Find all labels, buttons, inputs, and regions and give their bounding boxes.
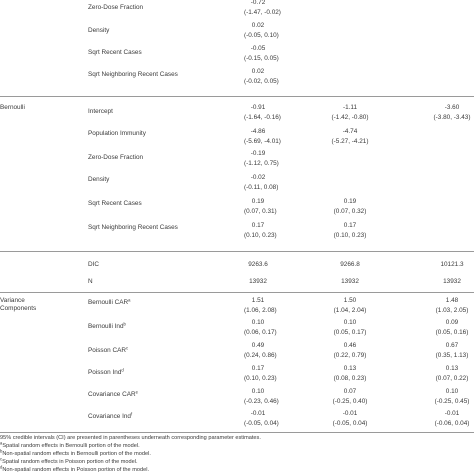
credible-interval: (-5.27, -4.21) (331, 138, 369, 145)
dic-value: 9266.8 (340, 261, 360, 268)
dic-value: 10121.3 (440, 261, 464, 268)
estimate: 0.49 (251, 342, 265, 349)
credible-interval: (-1.12, 0.75) (244, 160, 279, 167)
row-label: Covariance CAR$^e$ (88, 389, 138, 398)
estimate: 0.02 (251, 22, 265, 29)
divider (0, 251, 474, 252)
n-label: N (88, 278, 93, 285)
row-label: Poisson CAR$^c$ (88, 345, 129, 354)
credible-interval: (-0.23, 0.46) (244, 398, 279, 405)
dic-value: 9263.6 (248, 261, 268, 268)
footnote: $^c$Spatial random effects in Poisson portion of the model. (0, 456, 138, 465)
footnote: 95% credible intervals (CI) are presented in parentheses underneath corresponding parameter estimates. (0, 435, 261, 441)
row-label: Poisson Ind$^d$ (88, 367, 124, 376)
n-value: 13932 (341, 278, 359, 285)
estimate: 0.10 (251, 319, 265, 326)
row-label: Sqrt Neighboring Recent Cases (88, 71, 178, 78)
n-value: 13932 (249, 278, 267, 285)
credible-interval: (0.05, 0.17) (333, 329, 367, 336)
footnote: $^a$Spatial random effects in Bernoulli portion of the model. (0, 440, 140, 449)
credible-interval: (1.04, 2.04) (333, 307, 367, 314)
credible-interval: (0.07, 0.32) (333, 208, 367, 215)
estimate: -0.05 (250, 45, 266, 52)
credible-interval: (-1.47, -0.02) (244, 9, 281, 16)
divider (0, 96, 474, 97)
estimate: 0.17 (251, 365, 265, 372)
row-label: Density (88, 27, 110, 34)
estimate: 1.51 (251, 297, 265, 304)
estimate: 0.13 (343, 365, 357, 372)
dic-label: DIC (88, 261, 100, 268)
section-label-components: Components (0, 305, 37, 312)
row-label: Covariance Ind$^f$ (88, 411, 133, 420)
estimate: 0.19 (343, 198, 357, 205)
estimate: -0.91 (250, 104, 266, 111)
estimate: 0.13 (445, 365, 459, 372)
footnote: $^b$Non-spatial random effects in Bernoulli portion of the model. (0, 448, 151, 457)
credible-interval: (-3.80, -3.43) (433, 114, 471, 121)
credible-interval: (1.03, 2.05) (435, 307, 469, 314)
credible-interval: (0.22, 0.79) (333, 352, 367, 359)
estimate: 0.10 (343, 319, 357, 326)
row-label: Zero-Dose Fraction (88, 4, 144, 11)
estimate: -4.74 (342, 128, 358, 135)
estimate: -0.19 (250, 150, 266, 157)
estimate: 1.48 (445, 297, 459, 304)
estimate: 1.50 (343, 297, 357, 304)
credible-interval: (-0.25, 0.45) (434, 398, 470, 405)
n-value: 13932 (443, 278, 461, 285)
credible-interval: (-0.11, 0.08) (244, 184, 279, 191)
row-label: Bernoulli CAR$^a$ (88, 297, 131, 306)
row-label: Bernoulli Ind$^b$ (88, 321, 126, 330)
row-label: Sqrt Recent Cases (88, 200, 142, 207)
row-label: Density (88, 176, 110, 183)
row-label: Population Immunity (88, 130, 146, 137)
row-label: Intercept (88, 108, 113, 115)
divider (0, 432, 474, 433)
credible-interval: (0.07, 0.31) (244, 208, 277, 215)
credible-interval: (-1.64, -0.16) (244, 114, 281, 121)
credible-interval: (-0.02, 0.05) (244, 78, 279, 85)
row-label: Sqrt Neighboring Recent Cases (88, 224, 178, 231)
estimate: 0.67 (445, 342, 459, 349)
row-label: Sqrt Recent Cases (88, 49, 142, 56)
estimate: -0.01 (342, 410, 358, 417)
footnote: $^d$Non-spatial random effects in Poisson portion of the model. (0, 464, 150, 473)
section-label-bernoulli: Bernoulli (0, 104, 25, 111)
credible-interval: (-0.25, 0.40) (332, 398, 368, 405)
estimate: 0.17 (343, 222, 357, 229)
credible-interval: (0.08, 0.23) (333, 375, 367, 382)
credible-interval: (1.06, 2.08) (244, 307, 277, 314)
credible-interval: (0.35, 1.13) (435, 352, 469, 359)
credible-interval: (-0.05, 0.04) (244, 420, 279, 427)
credible-interval: (0.06, 0.17) (244, 329, 277, 336)
estimate: -0.01 (444, 410, 460, 417)
estimate: 0.07 (343, 388, 357, 395)
credible-interval: (0.24, 0.86) (244, 352, 277, 359)
credible-interval: (0.07, 0.22) (435, 375, 469, 382)
credible-interval: (-0.06, 0.04) (434, 420, 470, 427)
credible-interval: (0.10, 0.23) (244, 375, 277, 382)
estimate: 0.09 (445, 319, 459, 326)
credible-interval: (-0.05, 0.04) (332, 420, 368, 427)
section-label-variance: Variance (0, 297, 25, 304)
estimate: -4.86 (250, 128, 266, 135)
credible-interval: (0.10, 0.23) (244, 232, 277, 239)
row-label: Zero-Dose Fraction (88, 154, 144, 161)
estimate: 0.10 (445, 388, 459, 395)
estimate: -0.72 (250, 0, 266, 6)
estimate: 0.46 (343, 342, 357, 349)
estimate: 0.10 (251, 388, 265, 395)
credible-interval: (0.10, 0.23) (333, 232, 367, 239)
credible-interval: (-1.42, -0.80) (331, 114, 369, 121)
estimate: 0.17 (251, 222, 265, 229)
credible-interval: (-0.15, 0.05) (244, 55, 279, 62)
estimate: -1.11 (342, 104, 358, 111)
estimate: -3.60 (444, 104, 460, 111)
credible-interval: (-5.69, -4.01) (244, 138, 281, 145)
credible-interval: (-0.05, 0.10) (244, 32, 279, 39)
estimate: 0.19 (251, 198, 265, 205)
estimate: -0.02 (250, 174, 266, 181)
divider (0, 292, 474, 293)
estimate: -0.01 (250, 410, 266, 417)
estimate: 0.02 (251, 68, 265, 75)
credible-interval: (0.05, 0.16) (435, 329, 469, 336)
